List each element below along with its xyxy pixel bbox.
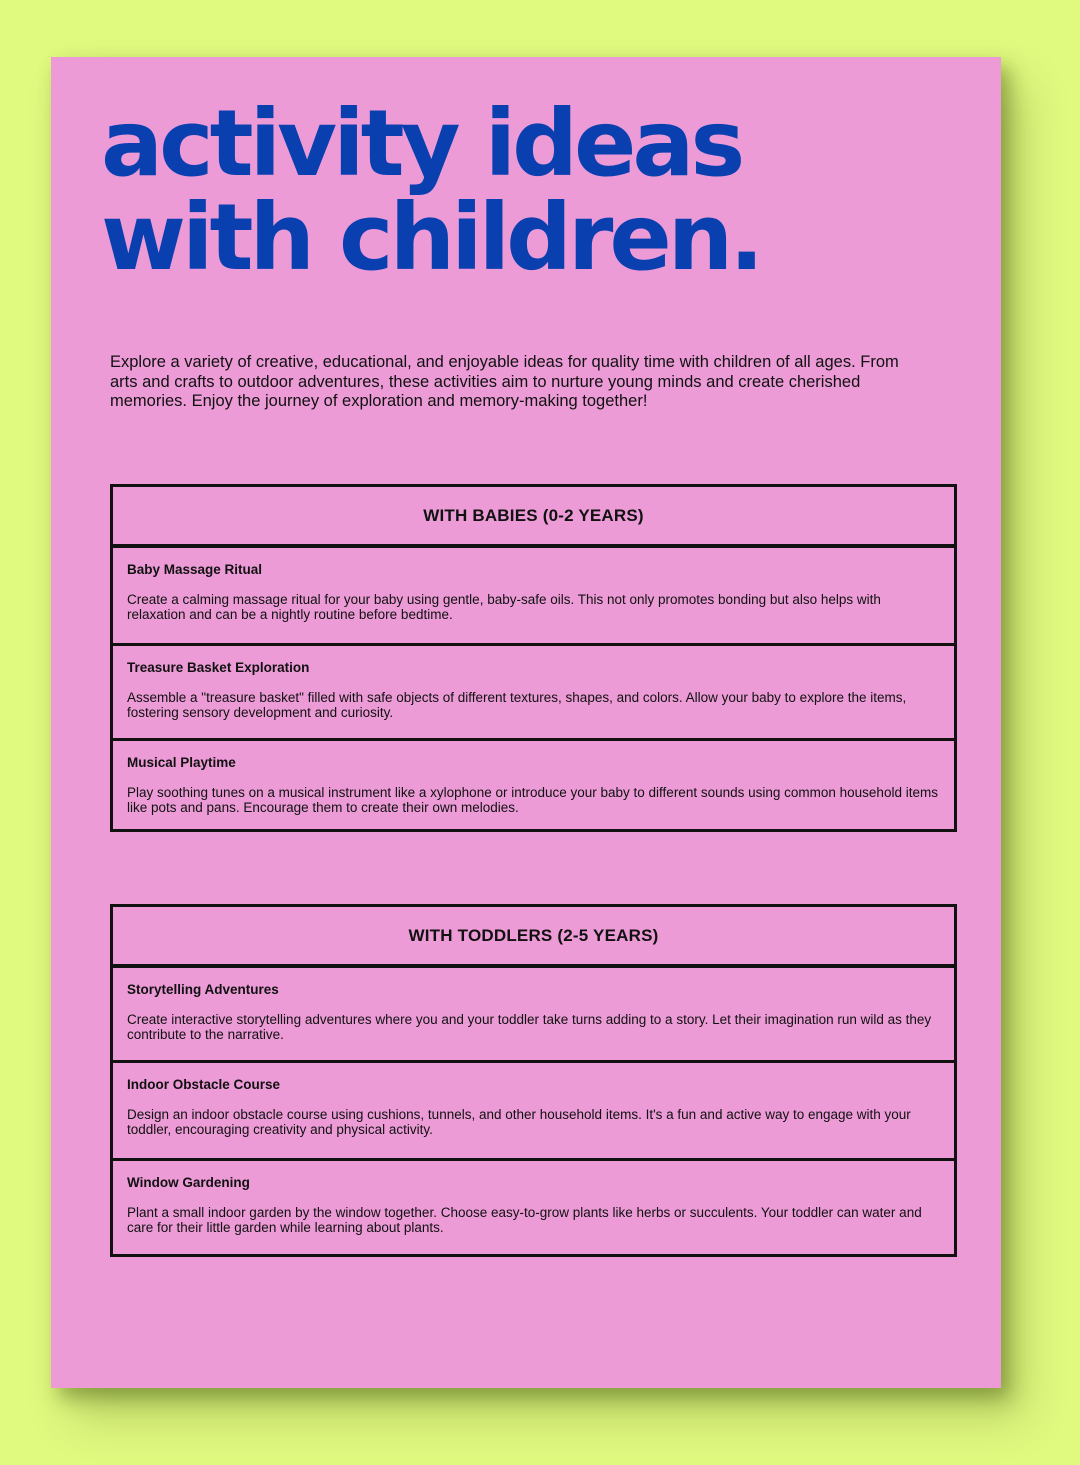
activity-title: Musical Playtime — [127, 755, 236, 770]
activity-description: Play soothing tunes on a musical instrument like a xylophone or introduce your baby to different sounds using common household items like pots and pans. Encourage them to create their own melodies. — [127, 785, 938, 815]
activity-item — [113, 548, 954, 646]
activity-item — [113, 1161, 954, 1257]
activity-description: Design an indoor obstacle course using cushions, tunnels, and other household items. It's a fun and active way to engage with your toddler, encouraging creativity and physical activity. — [127, 1107, 911, 1137]
section-toddlers — [110, 904, 957, 1257]
section-babies — [110, 484, 957, 832]
activity-description: Plant a small indoor garden by the window together. Choose easy-to-grow plants like herbs or succulents. Your toddler can water and care for their little garden while learning about plants. — [127, 1205, 922, 1235]
activity-description: Create a calming massage ritual for your baby using gentle, baby-safe oils. This not only promotes bonding but also helps with relaxation and can be a nightly routine before bedtime. — [127, 592, 881, 622]
activity-title: Baby Massage Ritual — [127, 562, 263, 577]
activity-title: Window Gardening — [127, 1175, 250, 1190]
activity-title: Indoor Obstacle Course — [127, 1077, 281, 1092]
activity-item — [113, 741, 954, 831]
section-heading: WITH TODDLERS (2-5 YEARS) — [113, 907, 954, 968]
activity-item — [113, 968, 954, 1063]
activity-title: Storytelling Adventures — [127, 982, 279, 997]
page-title-line-1: activity ideas — [101, 90, 742, 197]
intro-paragraph: Explore a variety of creative, educational, and enjoyable ideas for quality time with children of all ages. From arts and crafts to outdoor adventures, these activities aim to nurture young minds and create cherished memories. Enjoy the journey of exploration and memory-making together! — [110, 353, 899, 410]
document-sheet — [51, 57, 1001, 1388]
activity-item — [113, 1063, 954, 1161]
page-title-line-2: with children. — [101, 184, 761, 291]
activity-item — [113, 646, 954, 741]
activity-description: Create interactive storytelling adventures where you and your toddler take turns adding to a story. Let their imagination run wild as they contribute to the narrative. — [127, 1012, 932, 1042]
section-heading: WITH BABIES (0-2 YEARS) — [113, 487, 954, 548]
activity-title: Treasure Basket Exploration — [127, 660, 310, 675]
page-title — [101, 90, 761, 291]
activity-description: Assemble a "treasure basket" filled with safe objects of different textures, shapes, and colors. Allow your baby to explore the items, fostering sensory development and curiosity. — [127, 690, 907, 720]
